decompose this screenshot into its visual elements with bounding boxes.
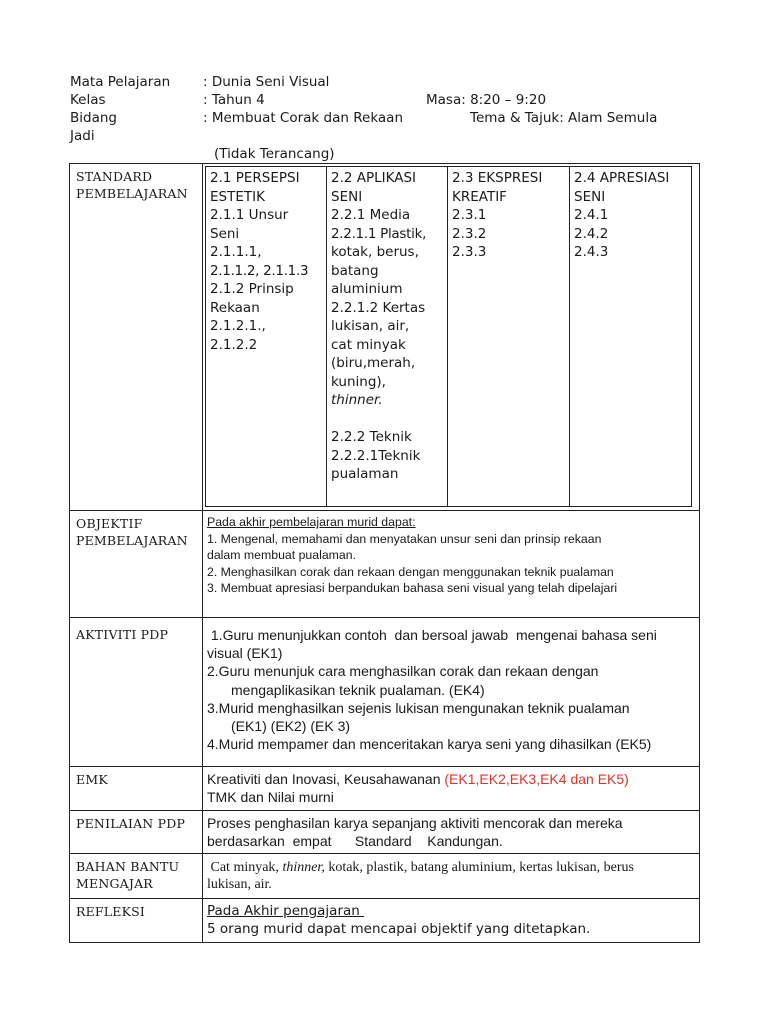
emk-label-cell	[70, 767, 203, 811]
objektif-row	[70, 511, 700, 618]
col2-line: batang	[331, 262, 379, 279]
col1-line: 2.1 PERSEPSI	[210, 170, 300, 186]
standard-col-aplikasi	[327, 167, 448, 507]
col1-line: 2.1.2.1.,	[210, 318, 266, 334]
refleksi-line-1: Pada Akhir pengajaran	[207, 903, 365, 920]
col1-line: ESTETIK	[210, 188, 265, 205]
bahan-label-cell	[70, 854, 203, 899]
aktiviti-label-cell	[70, 618, 203, 767]
refleksi-row	[70, 899, 700, 943]
col3-line: 2.3.3	[452, 244, 487, 260]
col4-line: SENI	[574, 188, 606, 205]
col1-line: Rekaan	[210, 299, 260, 316]
col2-gap	[331, 410, 443, 429]
col2-line: (biru,merah,	[331, 355, 416, 371]
mata-pelajaran-value: : Dunia Seni Visual	[203, 74, 330, 90]
standard-row	[70, 164, 700, 511]
aktiviti-row	[70, 618, 700, 767]
bidang-label: Bidang	[70, 110, 117, 126]
col2-line: cat minyak	[331, 336, 406, 353]
aktiviti-line: (EK1) (EK2) (EK 3)	[231, 718, 351, 735]
aktiviti-line: visual (EK1)	[207, 645, 283, 662]
col1-line: 2.1.1.2, 2.1.1.3	[210, 262, 309, 279]
standard-inner-table	[205, 166, 692, 507]
bahan-text: Cat minyak,	[207, 860, 283, 876]
objektif-intro: Pada akhir pembelajaran murid dapat:	[207, 515, 416, 529]
aktiviti-line: 2.Guru menunjuk cara menghasilkan corak dan rekaan dengan	[207, 663, 599, 680]
emk-label: EMK	[76, 772, 108, 787]
penilaian-line: berdasarkan empat Standard Kandungan.	[207, 833, 503, 850]
col2-line: 2.2 APLIKASI	[331, 170, 417, 186]
standard-label-2: PEMBELAJARAN	[76, 186, 188, 201]
aktiviti-line: 4.Murid mempamer dan menceritakan karya seni yang dihasilkan (EK5)	[207, 736, 652, 753]
objektif-label-1: OBJEKTIF	[76, 516, 143, 531]
penilaian-label-cell	[70, 811, 203, 854]
tidak-terancang: (Tidak Terancang)	[214, 146, 335, 162]
refleksi-line-2: 5 orang murid dapat mencapai objektif yang ditetapkan.	[207, 921, 591, 938]
emk-text-2: TMK dan Nilai murni	[207, 789, 334, 806]
col2-thinner: thinner.	[331, 392, 383, 408]
col2-line: kuning),	[331, 373, 386, 390]
penilaian-value-cell	[203, 811, 700, 854]
col4-line: 2.4 APRESIASI	[574, 170, 670, 186]
col2-line: 2.2.1.2 Kertas	[331, 299, 426, 316]
standard-col-persepsi	[206, 167, 327, 507]
standard-col-apresiasi	[570, 167, 692, 507]
emk-value-cell	[203, 767, 700, 811]
col2-line: kotak, berus,	[331, 244, 419, 260]
col2-line: SENI	[331, 188, 363, 205]
kelas-value: : Tahun 4	[203, 92, 265, 108]
col1-line: 2.1.2 Prinsip	[210, 281, 294, 297]
col1-line: 2.1.1 Unsur	[210, 207, 289, 223]
col2-line: aluminium	[331, 281, 403, 297]
objektif-line: dalam membuat pualaman.	[207, 548, 357, 562]
bahan-label-1: BAHAN BANTU	[76, 859, 180, 875]
objektif-line: 3. Membuat apresiasi berpandukan bahasa seni visual yang telah dipelajari	[207, 581, 618, 595]
emk-ek-list: (EK1,EK2,EK3,EK4 dan EK5)	[444, 771, 629, 787]
tema-continuation: Jadi	[70, 128, 95, 144]
penilaian-label: PENILAIAN PDP	[76, 816, 186, 831]
mata-pelajaran-label: Mata Pelajaran	[70, 74, 171, 90]
penilaian-line: Proses penghasilan karya sepanjang aktiviti mencorak dan mereka	[207, 815, 623, 831]
standard-label-cell	[70, 164, 203, 511]
col3-line: 2.3.1	[452, 207, 487, 223]
col1-line: 2.1.1.1,	[210, 244, 262, 260]
aktiviti-label: AKTIVITI PDP	[76, 627, 169, 642]
standard-col-ekspresi	[448, 167, 570, 507]
objektif-line: 2. Menghasilkan corak dan rekaan dengan menggunakan teknik pualaman	[207, 564, 614, 579]
col3-line: KREATIF	[452, 188, 507, 205]
bahan-thinner: thinner,	[282, 860, 325, 876]
bahan-line-2: lukisan, air.	[207, 877, 272, 893]
penilaian-row	[70, 811, 700, 854]
bahan-text-cont: kotak, plastik, batang aluminium, kertas lukisan, berus	[324, 860, 634, 876]
col3-line: 2.3.2	[452, 225, 487, 242]
col1-line: Seni	[210, 225, 240, 242]
col4-line: 2.4.2	[574, 225, 609, 242]
objektif-line: 1. Mengenal, memahami dan menyatakan unsur seni dan prinsip rekaan	[207, 531, 602, 546]
lesson-plan-table	[69, 163, 700, 943]
emk-text: Kreativiti dan Inovasi, Keusahawanan	[207, 771, 445, 787]
bahan-label-2: MENGAJAR	[76, 876, 153, 892]
emk-row	[70, 767, 700, 811]
col4-line: 2.4.1	[574, 207, 609, 223]
col2-line: pualaman	[331, 466, 399, 482]
aktiviti-value-cell	[203, 618, 700, 767]
refleksi-label-cell	[70, 899, 203, 943]
aktiviti-line: 1.Guru menunjukkan contoh dan bersoal jawab mengenai bahasa seni	[207, 627, 657, 643]
col2-line: lukisan, air,	[331, 318, 410, 334]
kelas-label: Kelas	[70, 92, 106, 108]
tema-text: Tema & Tajuk: Alam Semula	[470, 110, 658, 126]
bahan-value-cell	[203, 854, 700, 899]
masa-text: Masa: 8:20 – 9:20	[426, 92, 547, 108]
objektif-label-2: PEMBELAJARAN	[76, 533, 188, 548]
standard-label-1: STANDARD	[76, 169, 153, 184]
col2-line: 2.2.1 Media	[331, 207, 411, 223]
refleksi-value-cell	[203, 899, 700, 943]
col1-line: 2.1.2.2	[210, 336, 258, 353]
col4-line: 2.4.3	[574, 244, 609, 260]
objektif-label-cell	[70, 511, 203, 618]
objektif-value-cell	[203, 511, 700, 618]
aktiviti-line: 3.Murid menghasilkan sejenis lukisan mengunakan teknik pualaman	[207, 699, 630, 716]
aktiviti-line: mengaplikasikan teknik pualaman. (EK4)	[231, 681, 485, 698]
bidang-value: : Membuat Corak dan Rekaan	[203, 110, 403, 126]
col2-line: 2.2.2 Teknik	[331, 429, 412, 445]
col2-line: 2.2.1.1 Plastik,	[331, 225, 427, 242]
bahan-row	[70, 854, 700, 899]
col3-line: 2.3 EKSPRESI	[452, 170, 543, 186]
col2-line: 2.2.2.1Teknik	[331, 447, 421, 464]
standard-value-cell	[203, 164, 700, 511]
refleksi-label: REFLEKSI	[76, 904, 146, 920]
